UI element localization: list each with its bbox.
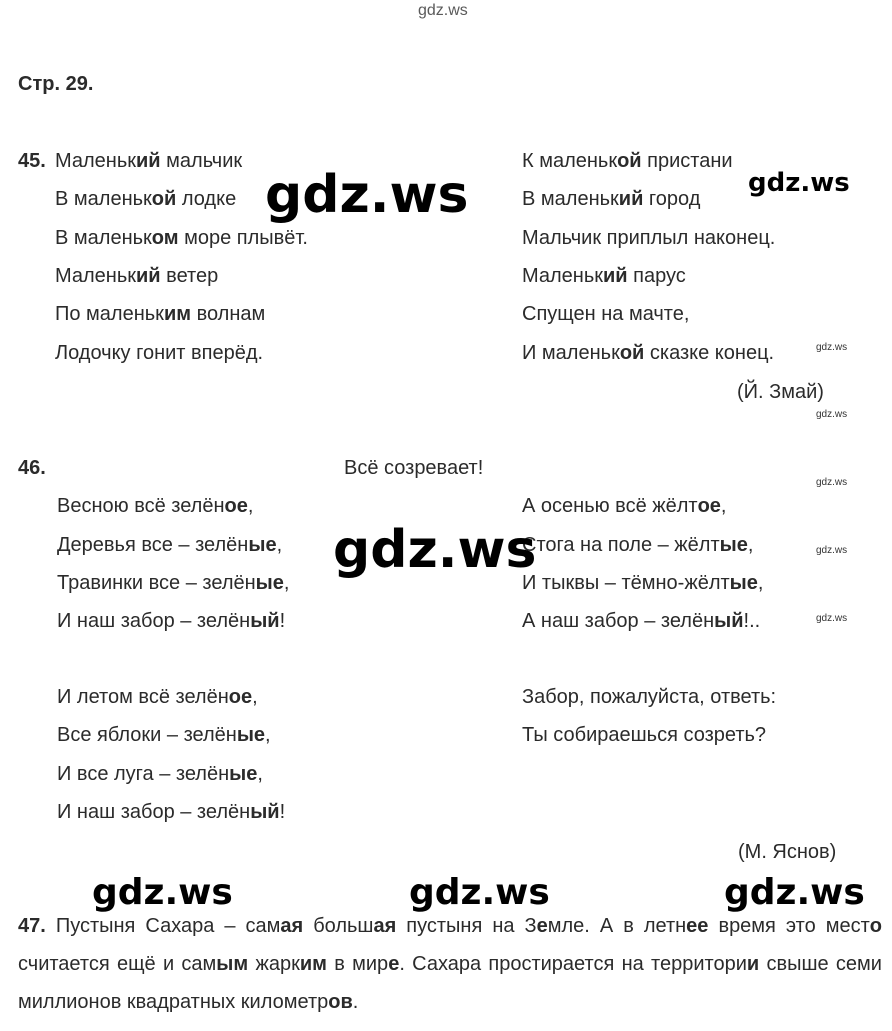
ex46-left-text: , (247, 495, 254, 517)
ex46-right-text: , (757, 572, 764, 594)
ex46-left-text: , (283, 572, 290, 594)
ex47-ending: ая (280, 915, 304, 937)
ex45-right-text: И маленьк (522, 342, 620, 364)
ex45-left-line (55, 341, 263, 365)
ex47-text: время это мест (708, 915, 870, 937)
ex45-right-text: пристани (641, 150, 733, 172)
ex45-right-line (522, 302, 689, 326)
ex46-left-ending: ые (248, 534, 277, 556)
ex45-left-ending: ой (151, 188, 177, 210)
ex45-left-text: Маленьк (55, 265, 137, 287)
ex45-right-text: К маленьк (522, 150, 618, 172)
ex46-left-line (57, 571, 289, 595)
watermark-small-5: gdz.ws (816, 613, 848, 624)
watermark-large-3: gdz.ws (92, 872, 233, 913)
ex46-right-ending: ые (719, 534, 748, 556)
ex46-right-ending: ые (729, 572, 758, 594)
ex45-left-ending: ом (151, 227, 179, 249)
exercise-46-title: Всё созревает! (344, 457, 484, 479)
ex46-left-text: И наш забор – зелён (57, 610, 251, 632)
ex46-left-ending: ый (250, 801, 280, 823)
ex46-left-line (57, 533, 282, 557)
ex47-text: больш (303, 915, 374, 937)
watermark-small-1: gdz.ws (816, 342, 848, 353)
ex46-right-line (522, 685, 776, 709)
ex47-text: . (352, 991, 359, 1013)
ex45-left-text: Маленьк (55, 150, 137, 172)
exercise-47-text (18, 915, 882, 1013)
ex47-ending: ая (373, 915, 397, 937)
watermark-small-2: gdz.ws (816, 409, 848, 420)
ex46-left-text: ! (279, 801, 286, 823)
ex46-left-line (57, 762, 263, 786)
ex46-right-text: Ты собираешься созреть? (522, 724, 767, 746)
ex45-left-text: ветер (160, 265, 219, 287)
ex45-right-ending: ой (617, 150, 642, 172)
ex45-right-line (522, 264, 686, 288)
ex45-left-text: По маленьк (55, 303, 164, 325)
ex45-left-text: В маленьк (55, 227, 152, 249)
ex45-right-ending: ой (619, 342, 645, 364)
watermark-top: gdz.ws (418, 2, 468, 19)
ex46-left-line (57, 800, 285, 824)
ex45-right-text: сказке конец. (644, 342, 775, 364)
ex45-right-text: город (643, 188, 701, 210)
ex46-left-text: ! (279, 610, 286, 632)
ex45-left-ending: им (163, 303, 192, 325)
ex45-left-text: мальчик (160, 150, 243, 172)
ex46-right-text: Забор, пожалуйста, ответь: (522, 686, 777, 708)
ex45-left-text: волнам (191, 303, 266, 325)
watermark-medium-1: gdz.ws (748, 168, 850, 198)
ex45-left-line (55, 187, 236, 211)
ex47-text: жарк (248, 953, 300, 975)
ex46-left-text: , (276, 534, 283, 556)
ex45-left-line (55, 264, 218, 288)
ex46-right-text: , (747, 534, 754, 556)
ex46-left-line (57, 494, 253, 518)
ex45-right-ending: ий (603, 265, 628, 287)
ex47-text: свыше семи миллионов квадратных километр (18, 953, 882, 1013)
ex47-text: считается ещё и сам (18, 953, 217, 975)
ex46-right-text: И тыквы – тёмно-жёлт (522, 572, 730, 594)
ex47-text: мле. А в летн (547, 915, 687, 937)
ex46-left-ending: ые (229, 763, 258, 785)
ex47-ending: е (536, 915, 548, 937)
ex45-left-line (55, 302, 265, 326)
ex46-left-ending: ые (236, 724, 266, 746)
ex46-left-ending: ые (255, 572, 284, 594)
ex45-right-line (522, 149, 733, 173)
ex47-ending: ов (328, 991, 353, 1013)
ex46-left-text: Деревья все – зелён (57, 534, 249, 556)
ex46-left-text: , (265, 724, 271, 746)
ex46-left-text: И наш забор – зелён (57, 801, 251, 823)
ex46-right-text: Стога на поле – жёлт (522, 534, 720, 556)
ex47-text: Пустыня Сахара – сам (45, 915, 281, 937)
ex46-right-text: , (720, 495, 727, 517)
ex46-left-text: , (252, 686, 258, 708)
ex45-left-text: море плывёт. (178, 227, 308, 249)
exercise-45-number: 45. (18, 150, 46, 172)
ex46-right-line (522, 571, 763, 595)
exercise-47-paragraph (18, 907, 882, 1021)
ex45-right-text: Мальчик приплыл наконец. (522, 227, 776, 249)
watermark-small-4: gdz.ws (816, 545, 848, 556)
ex45-left-text: лодке (176, 188, 237, 210)
watermark-large-2: gdz.ws (333, 520, 537, 580)
exercise-47-number: 47. (18, 915, 46, 937)
exercise-46-author: (М. Яснов) (738, 841, 837, 863)
ex45-right-text: Маленьк (522, 265, 604, 287)
ex45-left-ending: ий (136, 150, 161, 172)
ex46-left-text: И летом всё зелён (57, 686, 229, 708)
ex46-right-ending: ый (714, 610, 744, 632)
ex46-left-text: Весною всё зелён (57, 495, 225, 517)
watermark-large-5: gdz.ws (724, 872, 865, 913)
ex47-text: пустыня на З (396, 915, 537, 937)
ex46-right-text: !.. (743, 610, 761, 632)
ex47-text: . Сахара простирается на территори (399, 953, 747, 975)
ex45-right-ending: ий (618, 188, 644, 210)
ex46-left-line (57, 685, 258, 709)
ex46-right-line (522, 494, 726, 518)
ex46-right-line (522, 533, 753, 557)
ex46-right-line (522, 609, 760, 633)
ex46-left-line (57, 609, 285, 633)
ex46-left-text: И все луга – зелён (57, 763, 230, 785)
ex47-ending: е (388, 953, 400, 975)
exercise-46-number: 46. (18, 457, 46, 479)
ex46-right-text: А осенью всё жёлт (522, 495, 698, 517)
ex47-ending: и (746, 953, 760, 975)
ex46-left-text: Все яблоки – зелён (57, 724, 237, 746)
ex45-right-text: В маленьк (522, 188, 619, 210)
ex47-ending: ым (216, 953, 249, 975)
ex45-left-text: В маленьк (55, 188, 152, 210)
page-label: Стр. 29. (18, 73, 94, 95)
ex47-ending: им (299, 953, 327, 975)
ex46-right-line (522, 723, 766, 747)
watermark-large-4: gdz.ws (409, 872, 550, 913)
ex45-left-text: Лодочку гонит вперёд. (55, 342, 264, 364)
ex47-text: в мир (326, 953, 389, 975)
ex45-right-line (522, 341, 774, 365)
ex45-right-line (522, 187, 700, 211)
watermark-small-3: gdz.ws (816, 477, 848, 488)
ex46-left-ending: ое (224, 495, 248, 517)
ex45-left-line (55, 149, 242, 173)
watermark-large-1: gdz.ws (265, 165, 469, 225)
ex46-left-ending: ое (228, 686, 253, 708)
ex46-left-line (57, 723, 271, 747)
ex47-ending: о (869, 915, 882, 937)
ex45-right-text: Спущен на мачте, (522, 303, 690, 325)
ex46-right-text: А наш забор – зелён (522, 610, 715, 632)
ex46-left-ending: ый (250, 610, 280, 632)
ex46-left-text: Травинки все – зелён (57, 572, 256, 594)
ex45-right-line (522, 226, 775, 250)
ex45-left-ending: ий (136, 265, 161, 287)
ex46-right-ending: ое (697, 495, 721, 517)
ex45-left-line (55, 226, 308, 250)
ex45-right-text: парус (627, 265, 686, 287)
exercise-45-author: (Й. Змай) (737, 381, 824, 403)
ex46-left-text: , (257, 763, 263, 785)
ex47-ending: ее (686, 915, 709, 937)
